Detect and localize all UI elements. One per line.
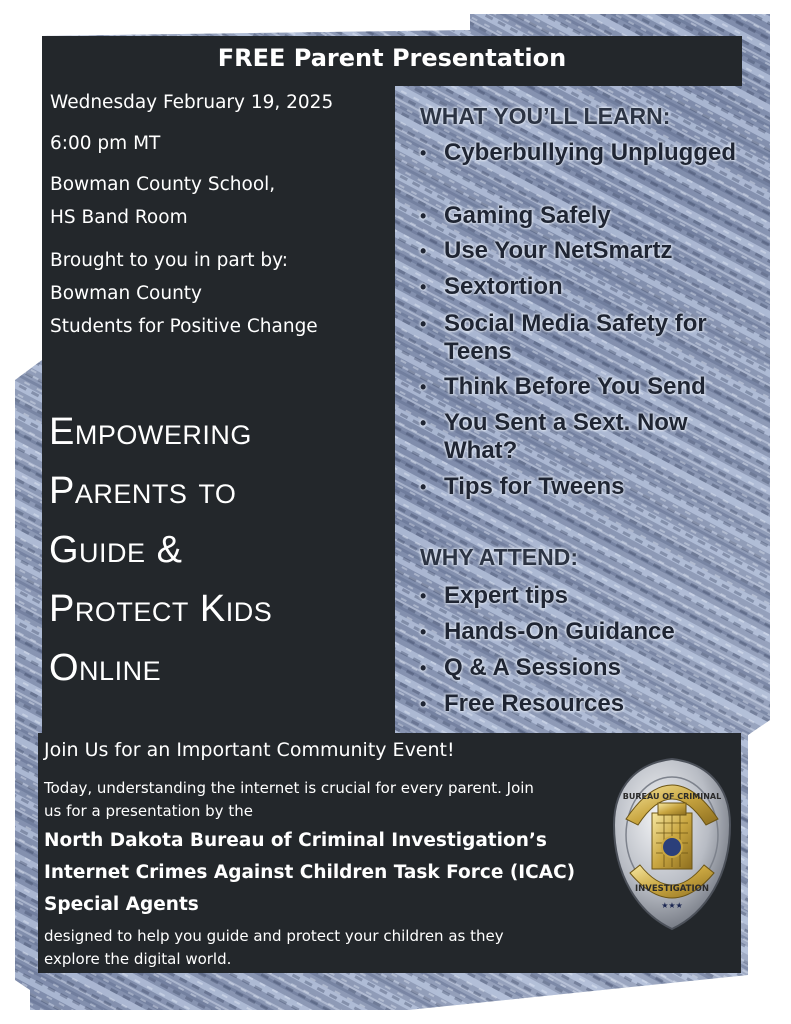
- headline-line-3: Guide &: [49, 529, 183, 571]
- bullet-icon: •: [420, 277, 427, 297]
- headline-line-1: Empowering: [49, 411, 252, 453]
- closing-line-1: designed to help you guide and protect your children as they: [44, 927, 504, 945]
- bullet-icon: •: [420, 206, 427, 226]
- bullet-icon: •: [420, 622, 427, 642]
- headline-line-2: Parents to: [49, 470, 237, 512]
- org-line-1: North Dakota Bureau of Criminal Investigation’s: [44, 830, 547, 851]
- bullet-icon: •: [420, 314, 427, 334]
- bullet-icon: •: [420, 143, 427, 163]
- invite-heading: Join Us for an Important Community Event!: [44, 739, 455, 761]
- intro-line-1: Today, understanding the internet is crucial for every parent. Join: [44, 779, 534, 797]
- sponsor-line-2: Students for Positive Change: [50, 316, 318, 337]
- bullet-icon: •: [420, 586, 427, 606]
- bullet-icon: •: [420, 241, 427, 261]
- venue-line-2: HS Band Room: [50, 207, 188, 228]
- closing-line-2: explore the digital world.: [44, 950, 232, 968]
- headline-line-5: Online: [49, 647, 162, 689]
- event-time: 6:00 pm MT: [50, 133, 161, 154]
- intro-line-2: us for a presentation by the: [44, 802, 253, 820]
- presentation-title: FREE Parent Presentation: [217, 44, 567, 72]
- venue-line-1: Bowman County School,: [50, 174, 276, 195]
- org-line-3: Special Agents: [44, 894, 199, 915]
- bullet-icon: •: [420, 694, 427, 714]
- bullet-icon: •: [420, 377, 427, 397]
- bullet-icon: •: [420, 477, 427, 497]
- sponsor-intro: Brought to you in part by:: [50, 250, 289, 271]
- badge-bottom-text: INVESTIGATION: [635, 884, 709, 894]
- event-info-panel: [42, 86, 395, 736]
- sponsor-line-1: Bowman County: [50, 283, 202, 304]
- event-date: Wednesday February 19, 2025: [50, 92, 334, 113]
- attend-heading: WHY ATTEND:: [420, 544, 579, 570]
- learn-heading: WHAT YOU’LL LEARN:: [420, 103, 671, 129]
- bullet-icon: •: [420, 658, 427, 678]
- badge-top-text: BUREAU OF CRIMINAL: [622, 792, 722, 801]
- org-line-2: Internet Crimes Against Children Task Force (ICAC): [44, 862, 576, 883]
- badge-stars: ★★★: [661, 901, 683, 910]
- bullet-icon: •: [420, 413, 427, 433]
- headline-line-4: Protect Kids: [49, 588, 273, 630]
- header-banner: [42, 36, 742, 86]
- bci-badge-icon: [608, 755, 736, 933]
